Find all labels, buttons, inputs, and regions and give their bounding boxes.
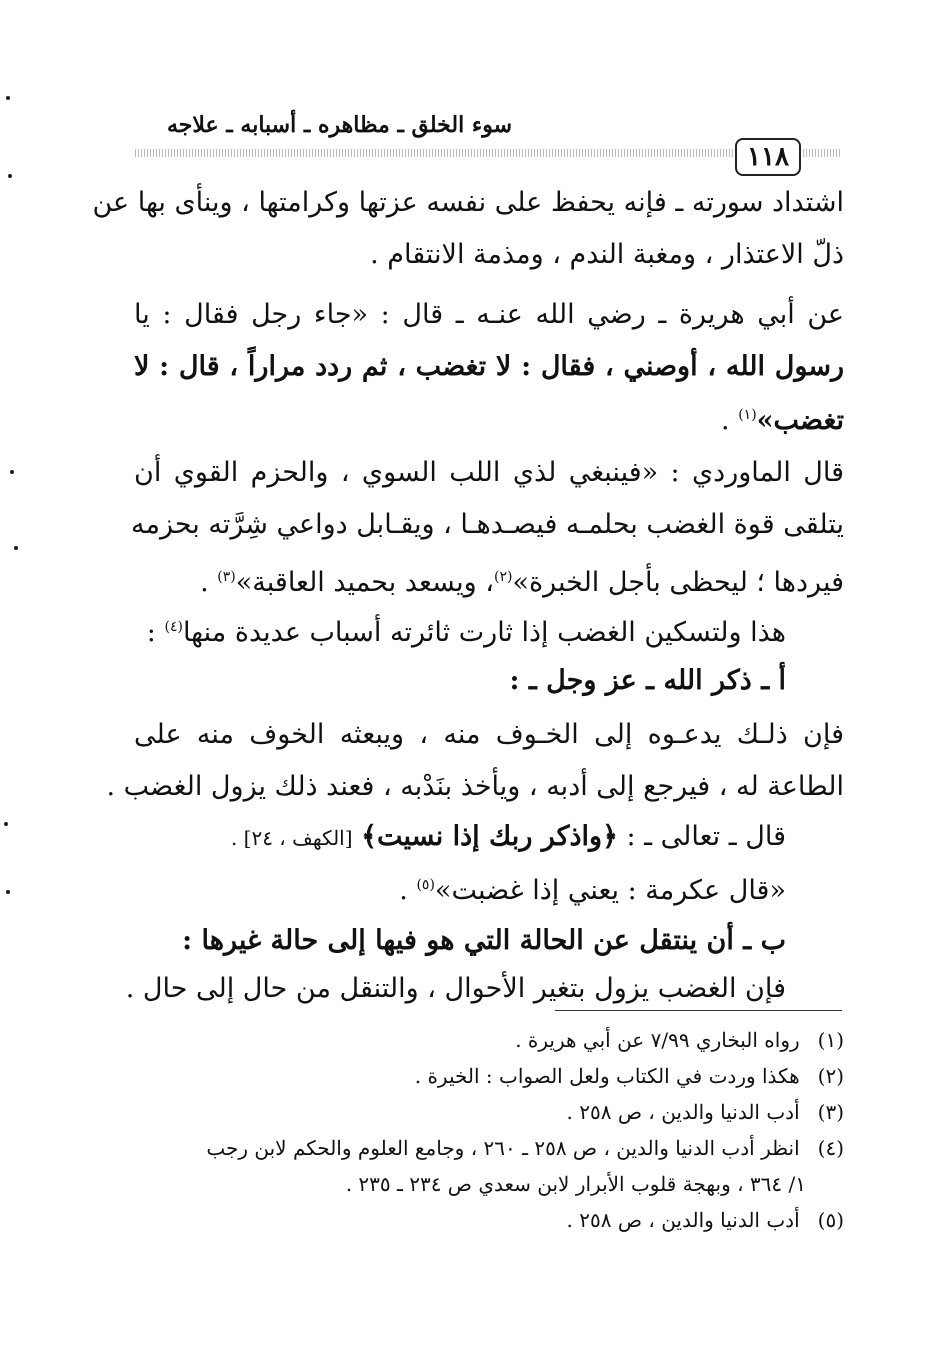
text-segment: «قال عكرمة : يعني إذا غضبت» [434, 875, 786, 906]
footnote-continuation [346, 1166, 806, 1202]
quote-end: تغضب» [756, 405, 844, 436]
footnote-text: أدب الدنيا والدين ، ص ٢٥٨ . [566, 1100, 800, 1124]
text-segment: فيردها ؛ ليحظى بأجل الخبرة» [512, 567, 844, 598]
footnote-number: (٤) [817, 1136, 844, 1160]
text-line: فإن الغضب يزول بتغير الأحوال ، والتنقل من حال إلى حال . [125, 973, 786, 1004]
text-line: «قال عكرمة : يعني إذا غضبت»$^{(٥)}$ . [399, 875, 786, 906]
text-line: اشتداد سورته ـ فإنه يحفظ على نفسه عزتها وكرامتها ، وينأى بها عن [92, 187, 844, 218]
footnote-ref: (٤) [164, 619, 183, 635]
scan-mark [14, 546, 18, 550]
text-segment: ، ويسعد بحميد العاقبة» [235, 567, 494, 598]
text-line: عن أبي هريرة ـ رضي الله عنـه ـ قال : «جاء رجل فقال : يا [134, 299, 844, 330]
section-heading: أ ـ ذكر الله ـ عز وجل ـ : [509, 665, 786, 696]
text-line: قال الماوردي : «فينبغي لذي اللب السوي ، والحزم القوي أن [134, 457, 844, 488]
text-line: الطاعة له ، فيرجع إلى أدبه ، ويأخذ بنَدْبه ، فعند ذلك يزول الغضب . [106, 771, 844, 802]
footnote [567, 1202, 844, 1238]
footnote-number: (٣) [817, 1100, 844, 1124]
footnote-text: أدب الدنيا والدين ، ص ٢٥٨ . [566, 1208, 800, 1232]
page-number: ١١٨ [735, 138, 801, 176]
footnote-ref: (٢) [493, 569, 513, 585]
scan-mark [8, 174, 12, 178]
footnote-number: (٥) [817, 1208, 844, 1232]
text-line: رسول الله ، أوصني ، فقال : لا تغضب ، ثم ردد مراراً ، قال : لا [134, 351, 844, 382]
footnote-text: هكذا وردت في الكتاب ولعل الصواب : الخيرة . [414, 1064, 800, 1088]
footnote-ref: (٣) [217, 569, 236, 585]
footnote [415, 1058, 844, 1094]
text-line: يتلقى قوة الغضب بحلمـه فيصـدهـا ، ويقـابل دواعي شِرَّته بحزمه [131, 509, 844, 540]
verse-reference: [الكهف ، ٢٤] . [230, 826, 353, 850]
text-line: هذا ولتسكين الغضب إذا ثارت ثائرته أسباب عديدة منها$^{(٤)}$ : [146, 617, 786, 648]
text-line: فإن ذلـك يدعـوه إلى الخـوف منه ، ويبعثه الخوف منه على [134, 719, 844, 750]
footnote-ref: (١) [738, 407, 757, 423]
footnote-text: ١/ ٣٦٤ ، وبهجة قلوب الأبرار لابن سعدي ص ٢٣٤ ـ ٢٣٥ . [345, 1172, 806, 1196]
section-heading: ب ـ أن ينتقل عن الحالة التي هو فيها إلى حالة غيرها : [182, 925, 786, 956]
footnote-rule [555, 1010, 842, 1011]
header-rule [800, 149, 842, 157]
text-line [231, 812, 786, 862]
scan-mark [4, 822, 8, 826]
text-line: ذلّ الاعتذار ، ومغبة الندم ، ومذمة الانتقام . [370, 239, 844, 270]
scan-mark [10, 470, 14, 474]
footnote [515, 1022, 844, 1058]
scan-mark [6, 96, 10, 100]
footnote-number: (١) [817, 1028, 844, 1052]
running-header-title: سوء الخلق ـ مظاهره ـ أسبابه ـ علاجه [167, 112, 512, 138]
footnote [567, 1094, 844, 1130]
footnote-ref: (٥) [416, 877, 435, 893]
text-segment: قال ـ تعالى ـ : [626, 821, 786, 852]
text-line: تغضب»$^{(١)}$ . [721, 405, 844, 436]
footnote-text: رواه البخاري ٧/٩٩ عن أبي هريرة . [515, 1028, 800, 1052]
footnote-text: انظر أدب الدنيا والدين ، ص ٢٥٨ ـ ٢٦٠ ، وجامع العلوم والحكم لابن رجب [206, 1136, 800, 1160]
footnote [206, 1130, 844, 1166]
scan-mark [6, 890, 10, 894]
text-line: فيردها ؛ ليحظى بأجل الخبرة»$^{(٢)}$، ويسعد بحميد العاقبة»$^{(٣)}$ . [200, 567, 844, 598]
text-segment: هذا ولتسكين الغضب إذا ثارت ثائرته أسباب عديدة منها [182, 617, 786, 648]
header-rule [135, 149, 733, 157]
quran-verse: ﴿واذكر ربك إذا نسيت﴾ [361, 821, 618, 852]
footnote-number: (٢) [817, 1064, 844, 1088]
